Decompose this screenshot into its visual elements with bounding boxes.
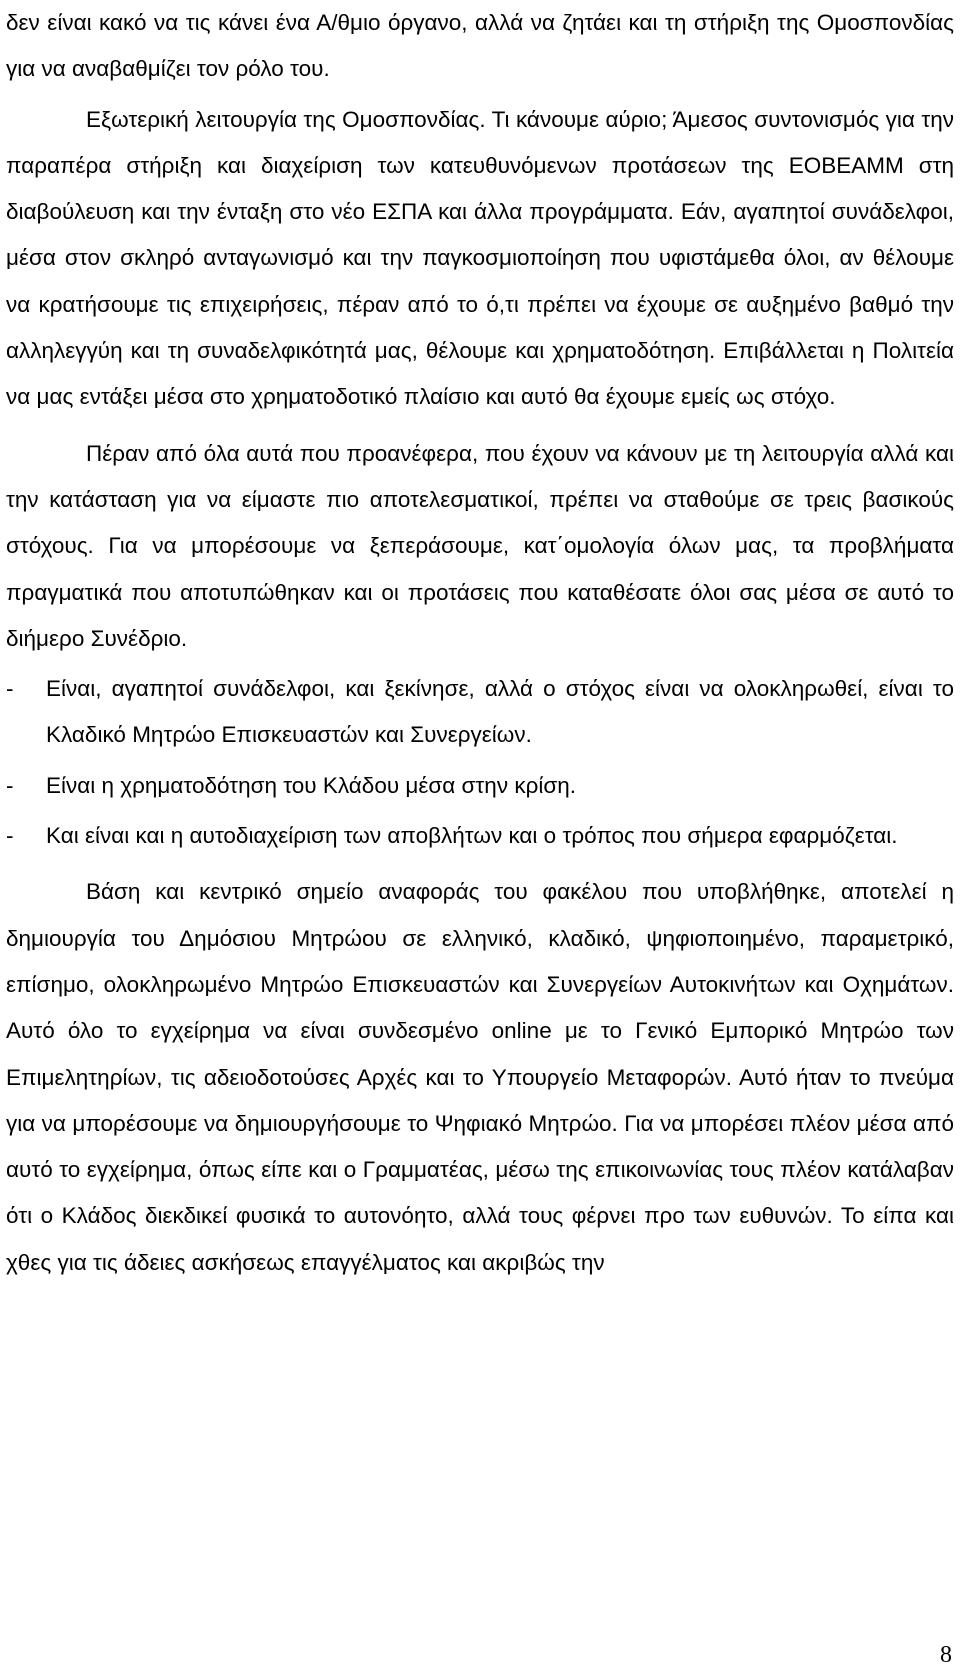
paragraph-digital-registry: Βάση και κεντρικό σημείο αναφοράς του φακέλου που υποβλήθηκε, αποτελεί η δημιουργία του Δημόσιου Μητρώου σε ελληνικό, κλαδικό, ψηφιοποιημένο, παραμετρικό, επίσημο, ολοκληρωμένο Μητρώο Επισκευαστών και Συνεργείων Αυτοκινήτων και Οχημάτων. Αυτό όλο το εγχείρημα να είναι συνδεσμένο online με το Γενικό Εμπορικό Μητρώο των Επιμελητηρίων, τις αδειοδοτούσες Αρχές και το Υπουργείο Μεταφορών. Αυτό ήταν το πνεύμα για να μπορέσουμε να δημιουργήσουμε το Ψηφιακό Μητρώο. Για να μπορέσει πλέον μέσα από αυτό το εγχείρημα, όπως είπε και ο Γραμματέας, μέσω της επικοινωνίας τους πλέον κατάλαβαν ότι ο Κλάδος διεκδικεί φυσικά το αυτονόητο, αλλά τους φέρνει προ των ευθυνών. Το είπα και χθες για τις άδειες ασκήσεως επαγγέλματος και ακριβώς την	[6, 879, 954, 1275]
bullet-item-funding	[6, 763, 954, 809]
bullet-dash: -	[6, 772, 14, 798]
paragraph-three-goals: Πέραν από όλα αυτά που προανέφερα, που έχουν να κάνουν με τη λειτουργία αλλά και την κατάσταση για να είμαστε πιο αποτελεσματικοί, πρέπει να σταθούμε σε τρεις βασικούς στόχους. Για να μπορέσουμε να ξεπεράσουμε, κατ΄ομολογία όλων μας, τα προβλήματα πραγματικά που αποτυπώθηκαν και οι προτάσεις που καταθέσατε όλοι σας μέσα σε αυτό το διήμερο Συνέδριο.	[6, 440, 954, 651]
paragraph-continuation: δεν είναι κακό να τις κάνει ένα Α/θμιο όργανο, αλλά να ζητάει και τη στήριξη της Ομοσπονδίας για να αναβαθμίζει τον ρόλο του.	[6, 10, 954, 82]
bullet-dash: -	[6, 823, 14, 849]
bullet-text: Είναι η χρηματοδότηση του Κλάδου μέσα στην κρίση.	[46, 772, 577, 798]
paragraph-external-operation: Εξωτερική λειτουργία της Ομοσπονδίας. Τι κάνουμε αύριο; Άμεσος συντονισμός για την παραπέρα στήριξη και διαχείριση των κατευθυνόμενων προτάσεων της ΕΟΒΕΑΜΜ στη διαβούλευση και την ένταξη στο νέο ΕΣΠΑ και άλλα προγράμματα. Εάν, αγαπητοί συνάδελφοι, μέσα στον σκληρό ανταγωνισμό και την παγκοσμιοποίηση που υφιστάμεθα όλοι, αν θέλουμε να κρατήσουμε τις επιχειρήσεις, πέραν από το ό,τι πρέπει να έχουμε σε αυξημένο βαθμό την αλληλεγγύη και τη συναδελφικότητά μας, θέλουμε και χρηματοδότηση. Επιβάλλεται η Πολιτεία να μας εντάξει μέσα στο χρηματοδοτικό πλαίσιο και αυτό θα έχουμε εμείς ως στόχο.	[6, 106, 954, 410]
bullet-item-waste	[6, 813, 954, 859]
document-page	[6, 0, 954, 1286]
bullet-text: Και είναι και η αυτοδιαχείριση των αποβλήτων και ο τρόπος που σήμερα εφαρμόζεται.	[46, 823, 898, 849]
bullet-text: Είναι, αγαπητοί συνάδελφοι, και ξεκίνησε, αλλά ο στόχος είναι να ολοκληρωθεί, είναι το Κλαδικό Μητρώο Επισκευαστών και Συνεργείων.	[46, 676, 954, 748]
bullet-item-registry	[6, 666, 954, 759]
page-number: 8	[940, 1642, 952, 1668]
bullet-dash: -	[6, 676, 14, 702]
